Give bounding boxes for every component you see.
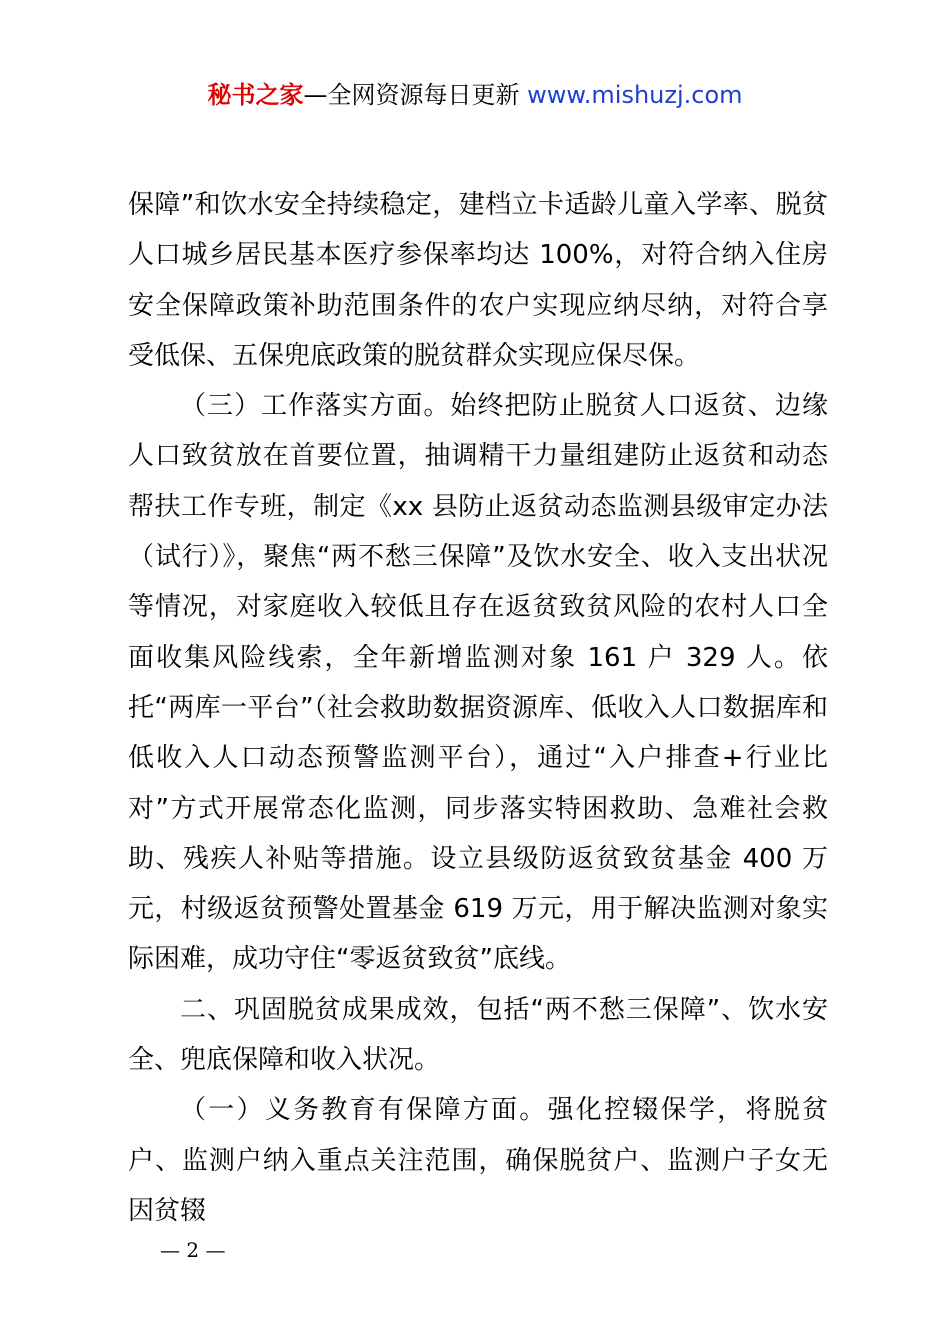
paragraph-work-implementation: （三）工作落实方面。始终把防止脱贫人口返贫、边缘人口致贫放在首要位置，抽调精干力量组建防止返贫和动态帮扶工作专班，制定《xx 县防止返贫动态监测县级审定办法（试行）》，聚焦“两不愁三保障”及饮水安全、收入支出状况等情况，对家庭收入较低且存在返贫致贫风险的农村人口全面收集风险线索，全年新增监测对象 161 户 329 人。依托“两库一平台”（社会救助数据资源库、低收入人口数据库和低收入人口动态预警监测平台），通过“入户排查+行业比对”方式开展常态化监测，同步落实特困救助、急难社会救助、残疾人补贴等措施。设立县级防返贫致贫基金 400 万元，村级返贫预警处置基金 619 万元，用于解决监测对象实际困难，成功守住“零返贫致贫”底线。 [128,391,828,975]
site-header [0,78,950,112]
section-heading-results: 二、巩固脱贫成果成效，包括“两不愁三保障”、饮水安全、兜底保障和收入状况。 [128,994,828,1076]
site-brand: 秘书之家 [207,81,304,109]
paragraph-continued: 保障”和饮水安全持续稳定，建档立卡适龄儿童入学率、脱贫人口城乡居民基本医疗参保率均达 100%，对符合纳入住房安全保障政策补助范围条件的农户实现应纳尽纳，对符合享受低保、五保兜底政策的脱贫群众实现应保尽保。 [128,190,828,371]
document-body [128,180,828,1236]
site-url-link[interactable]: www.mishuzj.com [527,81,743,109]
site-slogan: —全网资源每日更新 [303,81,520,109]
page-number: — 2 — [160,1238,226,1262]
paragraph-education: （一）义务教育有保障方面。强化控辍保学，将脱贫户、监测户纳入重点关注范围，确保脱贫户、监测户子女无因贫辍 [128,1095,828,1226]
